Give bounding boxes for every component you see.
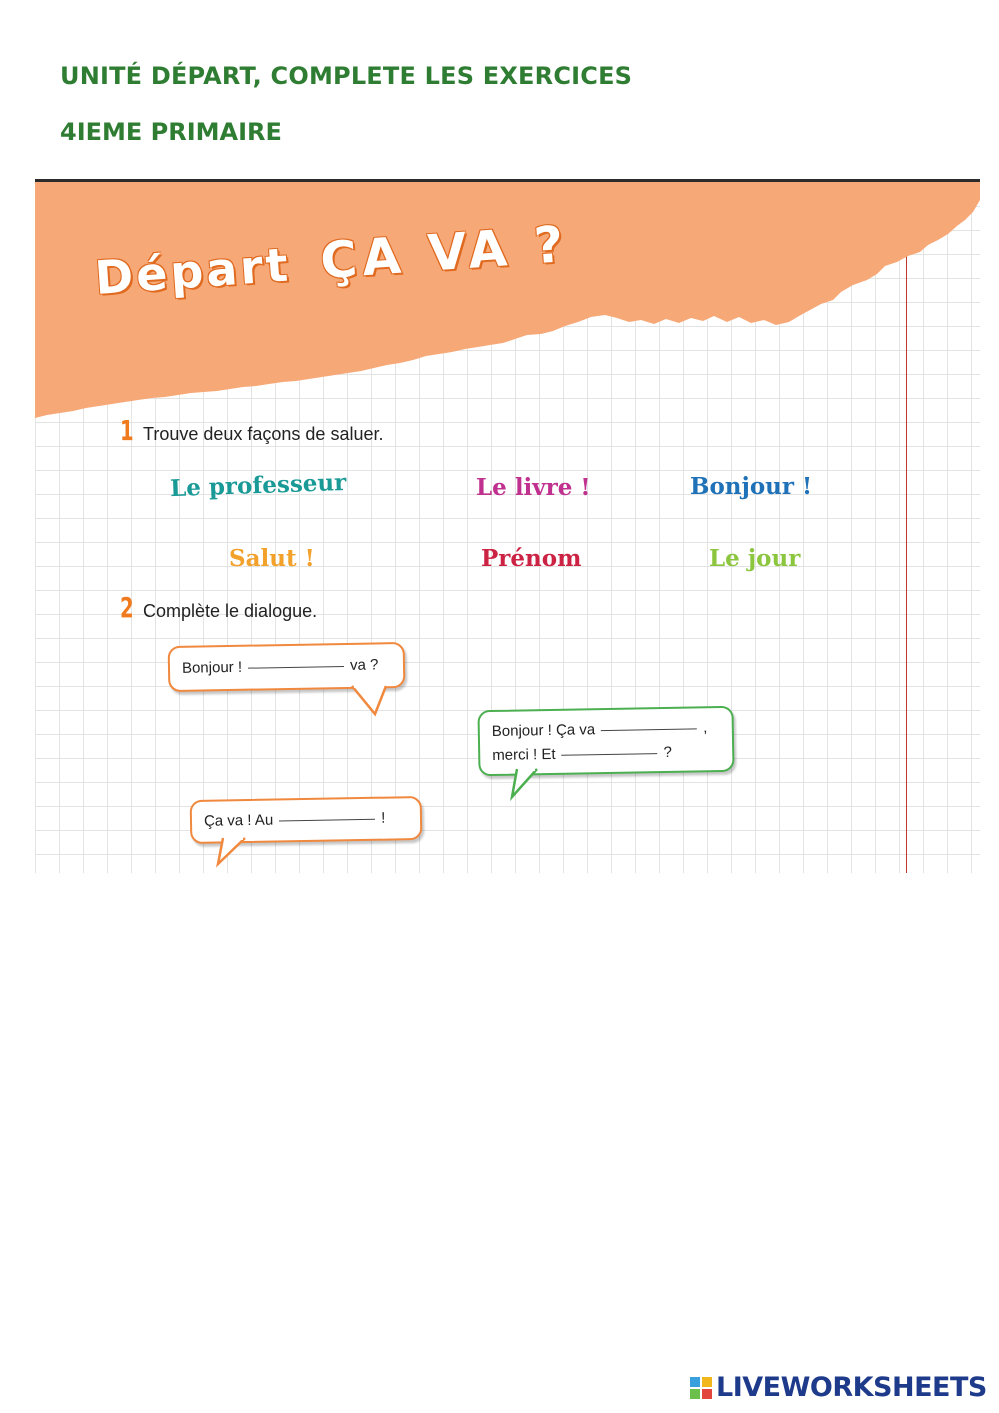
exercise-instruction: Trouve deux façons de saluer. [143, 424, 384, 444]
bubble-tail [350, 686, 390, 718]
word-le-livre[interactable]: Le livre ! [476, 474, 591, 501]
exercise-number: 1 [120, 414, 134, 447]
logo-tile [690, 1389, 700, 1399]
bubble-text: Bonjour ! [181, 658, 243, 677]
bubble-text: va ? [349, 656, 379, 674]
bubble-text: Bonjour ! Ça va [491, 721, 596, 740]
answer-blank[interactable] [279, 818, 375, 822]
answer-blank[interactable] [562, 752, 658, 756]
bubble-text: ? [663, 743, 673, 761]
liveworksheets-logo[interactable] [690, 1372, 987, 1403]
exercise-2-heading [117, 591, 317, 624]
bubble-line-1 [492, 716, 720, 744]
speech-bubble-2 [477, 706, 734, 776]
logo-tile [690, 1377, 700, 1387]
bubble-text: ! [381, 809, 386, 827]
bubble-text: , [703, 719, 708, 737]
exercise-number: 2 [120, 591, 134, 624]
logo-text: LIVEWORKSHEETS [716, 1372, 987, 1403]
logo-tile [702, 1377, 712, 1387]
banner-word-depart: Départ [93, 237, 293, 305]
bubble-text: Ça va ! Au [203, 811, 274, 830]
logo-icon [690, 1377, 712, 1399]
word-prenom[interactable]: Prénom [481, 545, 582, 572]
answer-blank[interactable] [248, 665, 344, 669]
exercise-sheet [35, 179, 980, 873]
bubble-tail [509, 769, 549, 801]
word-le-professeur[interactable]: Le professeur [169, 468, 347, 503]
word-salut[interactable]: Salut ! [229, 545, 315, 572]
page-title: UNITÉ DÉPART, COMPLETE LES EXERCICES [60, 62, 633, 90]
word-bonjour[interactable]: Bonjour ! [690, 473, 813, 500]
answer-blank[interactable] [601, 727, 697, 731]
exercise-instruction: Complète le dialogue. [143, 601, 318, 621]
bubble-text: merci ! Et [492, 745, 556, 764]
exercise-1-heading [117, 414, 383, 447]
word-le-jour[interactable]: Le jour [709, 545, 801, 572]
banner-word-cava: ÇA VA ? [318, 214, 571, 291]
page-subtitle: 4IEME PRIMAIRE [60, 118, 282, 146]
bubble-line-2 [492, 740, 720, 768]
bubble-tail [215, 838, 255, 870]
logo-tile [702, 1389, 712, 1399]
